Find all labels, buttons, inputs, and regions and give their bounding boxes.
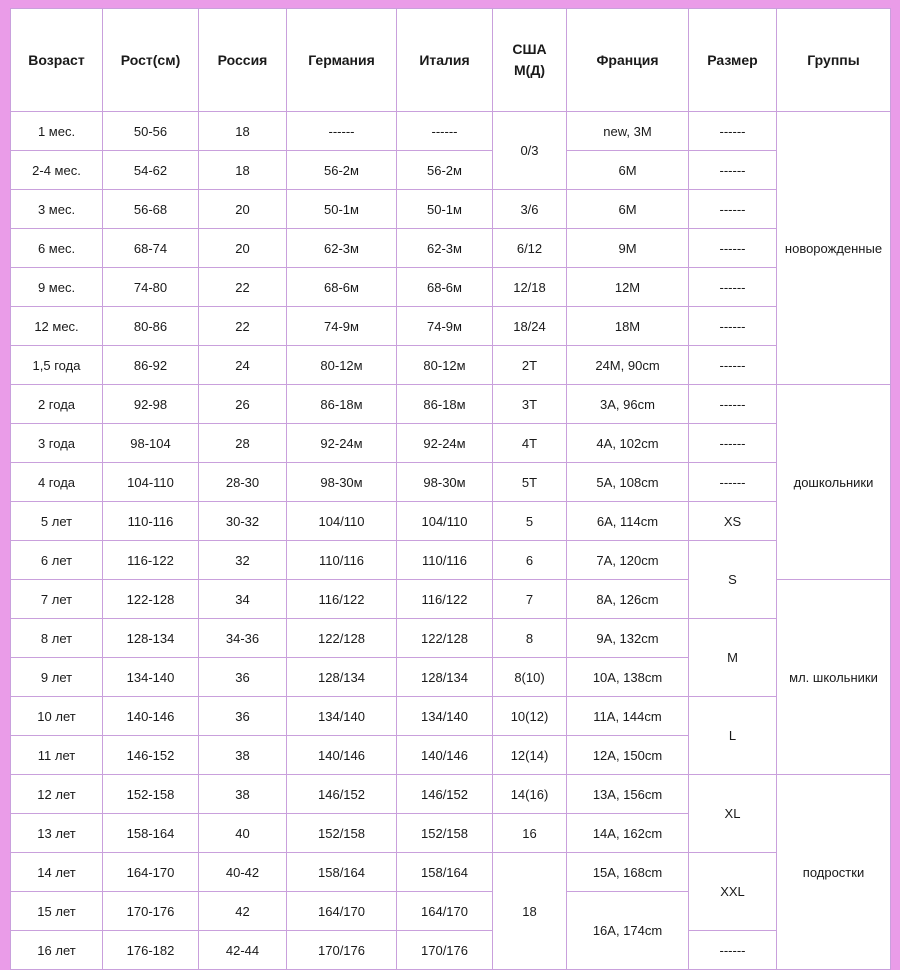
table-row [11,346,891,385]
cell-size: S [689,541,777,619]
cell-russia: 40 [199,814,287,853]
cell-size: XL [689,775,777,853]
cell-italy: 74-9м [397,307,493,346]
cell-age: 2-4 мес. [11,151,103,190]
cell-height: 170-176 [103,892,199,931]
column-header-usa-line1: США [512,41,547,57]
cell-usa: 3T [493,385,567,424]
cell-germany: 68-6м [287,268,397,307]
cell-russia: 18 [199,112,287,151]
cell-france: 15A, 168cm [567,853,689,892]
cell-age: 2 года [11,385,103,424]
cell-size: ------ [689,151,777,190]
cell-italy: 116/122 [397,580,493,619]
cell-italy: 164/170 [397,892,493,931]
table-row [11,424,891,463]
table-row [11,112,891,151]
column-header-usa [493,9,567,112]
cell-age: 16 лет [11,931,103,970]
cell-france: 13A, 156cm [567,775,689,814]
cell-russia: 24 [199,346,287,385]
cell-size: ------ [689,346,777,385]
cell-germany: 140/146 [287,736,397,775]
cell-france: 24M, 90cm [567,346,689,385]
cell-group: подростки [777,775,891,970]
cell-height: 98-104 [103,424,199,463]
cell-germany: 56-2м [287,151,397,190]
cell-height: 176-182 [103,931,199,970]
cell-height: 158-164 [103,814,199,853]
cell-russia: 30-32 [199,502,287,541]
cell-size: L [689,697,777,775]
cell-italy: 158/164 [397,853,493,892]
cell-size: ------ [689,112,777,151]
column-header-size: Размер [689,9,777,112]
table-row [11,619,891,658]
cell-height: 128-134 [103,619,199,658]
cell-usa: 6 [493,541,567,580]
cell-age: 13 лет [11,814,103,853]
cell-germany: 110/116 [287,541,397,580]
cell-usa: 8 [493,619,567,658]
cell-russia: 38 [199,775,287,814]
cell-russia: 34-36 [199,619,287,658]
cell-germany: 146/152 [287,775,397,814]
cell-germany: 158/164 [287,853,397,892]
column-header-russia: Россия [199,9,287,112]
cell-germany: 152/158 [287,814,397,853]
table-row [11,307,891,346]
cell-usa: 18/24 [493,307,567,346]
table-row [11,229,891,268]
cell-germany: 62-3м [287,229,397,268]
column-header-usa-line2: М(Д) [514,62,545,78]
cell-age: 7 лет [11,580,103,619]
cell-italy: 146/152 [397,775,493,814]
table-body [11,112,891,970]
size-chart-table [10,8,891,970]
cell-italy: 122/128 [397,619,493,658]
cell-usa: 12/18 [493,268,567,307]
cell-russia: 40-42 [199,853,287,892]
cell-age: 4 года [11,463,103,502]
cell-group: мл. школьники [777,580,891,775]
cell-germany: 164/170 [287,892,397,931]
cell-russia: 42-44 [199,931,287,970]
cell-russia: 42 [199,892,287,931]
cell-germany: 98-30м [287,463,397,502]
cell-usa: 16 [493,814,567,853]
cell-age: 12 лет [11,775,103,814]
cell-italy: 110/116 [397,541,493,580]
cell-age: 12 мес. [11,307,103,346]
cell-usa: 18 [493,853,567,970]
cell-france: new, 3M [567,112,689,151]
cell-italy: 50-1м [397,190,493,229]
cell-height: 110-116 [103,502,199,541]
table-row [11,541,891,580]
cell-russia: 20 [199,229,287,268]
cell-italy: 134/140 [397,697,493,736]
column-header-germany: Германия [287,9,397,112]
cell-age: 10 лет [11,697,103,736]
cell-height: 74-80 [103,268,199,307]
cell-size: XXL [689,853,777,931]
cell-height: 116-122 [103,541,199,580]
cell-usa: 6/12 [493,229,567,268]
table-row [11,463,891,502]
cell-italy: 86-18м [397,385,493,424]
table-row [11,775,891,814]
cell-usa: 4T [493,424,567,463]
cell-usa: 0/3 [493,112,567,190]
cell-height: 50-56 [103,112,199,151]
cell-germany: 50-1м [287,190,397,229]
cell-france: 3A, 96cm [567,385,689,424]
cell-france: 16A, 174cm [567,892,689,970]
cell-size: ------ [689,385,777,424]
cell-age: 1,5 года [11,346,103,385]
cell-italy: 128/134 [397,658,493,697]
cell-usa: 12(14) [493,736,567,775]
cell-group: новорожденные [777,112,891,385]
cell-age: 15 лет [11,892,103,931]
cell-france: 6A, 114cm [567,502,689,541]
column-header-france: Франция [567,9,689,112]
cell-age: 9 лет [11,658,103,697]
cell-group: дошкольники [777,385,891,580]
cell-france: 18M [567,307,689,346]
cell-russia: 22 [199,268,287,307]
column-header-italy: Италия [397,9,493,112]
cell-usa: 7 [493,580,567,619]
cell-france: 12M [567,268,689,307]
cell-height: 134-140 [103,658,199,697]
cell-height: 164-170 [103,853,199,892]
table-row [11,385,891,424]
cell-size: ------ [689,190,777,229]
table-row [11,697,891,736]
table-row [11,853,891,892]
cell-france: 5A, 108cm [567,463,689,502]
cell-age: 6 лет [11,541,103,580]
table-header-row [11,9,891,112]
table-row [11,151,891,190]
cell-height: 146-152 [103,736,199,775]
cell-russia: 34 [199,580,287,619]
cell-germany: 170/176 [287,931,397,970]
cell-russia: 38 [199,736,287,775]
cell-size: ------ [689,307,777,346]
cell-germany: 134/140 [287,697,397,736]
cell-germany: ------ [287,112,397,151]
cell-height: 86-92 [103,346,199,385]
cell-italy: 92-24м [397,424,493,463]
cell-russia: 22 [199,307,287,346]
cell-france: 9A, 132cm [567,619,689,658]
cell-france: 4A, 102cm [567,424,689,463]
column-header-age: Возраст [11,9,103,112]
cell-france: 11A, 144cm [567,697,689,736]
cell-france: 8A, 126cm [567,580,689,619]
cell-germany: 116/122 [287,580,397,619]
cell-russia: 26 [199,385,287,424]
cell-age: 5 лет [11,502,103,541]
cell-height: 152-158 [103,775,199,814]
cell-height: 140-146 [103,697,199,736]
cell-italy: 98-30м [397,463,493,502]
cell-germany: 74-9м [287,307,397,346]
cell-age: 8 лет [11,619,103,658]
cell-italy: 104/110 [397,502,493,541]
cell-age: 3 года [11,424,103,463]
table-row [11,190,891,229]
cell-france: 6M [567,151,689,190]
cell-italy: 140/146 [397,736,493,775]
cell-usa: 8(10) [493,658,567,697]
cell-usa: 5 [493,502,567,541]
cell-size: M [689,619,777,697]
cell-germany: 122/128 [287,619,397,658]
cell-russia: 28-30 [199,463,287,502]
cell-height: 54-62 [103,151,199,190]
cell-france: 14A, 162cm [567,814,689,853]
column-header-groups: Группы [777,9,891,112]
cell-germany: 92-24м [287,424,397,463]
cell-france: 7A, 120cm [567,541,689,580]
cell-italy: 56-2м [397,151,493,190]
cell-age: 9 мес. [11,268,103,307]
cell-italy: 62-3м [397,229,493,268]
cell-usa: 10(12) [493,697,567,736]
cell-germany: 86-18м [287,385,397,424]
cell-usa: 3/6 [493,190,567,229]
cell-height: 80-86 [103,307,199,346]
cell-size: ------ [689,463,777,502]
table-row [11,502,891,541]
cell-france: 9M [567,229,689,268]
cell-height: 92-98 [103,385,199,424]
cell-france: 12A, 150cm [567,736,689,775]
cell-height: 56-68 [103,190,199,229]
cell-height: 104-110 [103,463,199,502]
cell-russia: 36 [199,697,287,736]
cell-usa: 14(16) [493,775,567,814]
cell-italy: 68-6м [397,268,493,307]
cell-age: 11 лет [11,736,103,775]
cell-age: 14 лет [11,853,103,892]
cell-russia: 36 [199,658,287,697]
cell-germany: 104/110 [287,502,397,541]
cell-russia: 32 [199,541,287,580]
cell-size: ------ [689,931,777,970]
cell-height: 68-74 [103,229,199,268]
cell-size: XS [689,502,777,541]
table-row [11,931,891,970]
cell-age: 3 мес. [11,190,103,229]
cell-size: ------ [689,229,777,268]
cell-height: 122-128 [103,580,199,619]
column-header-height: Рост(см) [103,9,199,112]
cell-france: 6M [567,190,689,229]
cell-age: 1 мес. [11,112,103,151]
cell-age: 6 мес. [11,229,103,268]
cell-italy: 80-12м [397,346,493,385]
table-row [11,268,891,307]
cell-size: ------ [689,424,777,463]
cell-russia: 20 [199,190,287,229]
cell-russia: 18 [199,151,287,190]
cell-russia: 28 [199,424,287,463]
cell-italy: 170/176 [397,931,493,970]
cell-germany: 128/134 [287,658,397,697]
cell-usa: 5T [493,463,567,502]
cell-france: 10A, 138cm [567,658,689,697]
cell-italy: ------ [397,112,493,151]
cell-size: ------ [689,268,777,307]
cell-usa: 2T [493,346,567,385]
cell-italy: 152/158 [397,814,493,853]
cell-germany: 80-12м [287,346,397,385]
